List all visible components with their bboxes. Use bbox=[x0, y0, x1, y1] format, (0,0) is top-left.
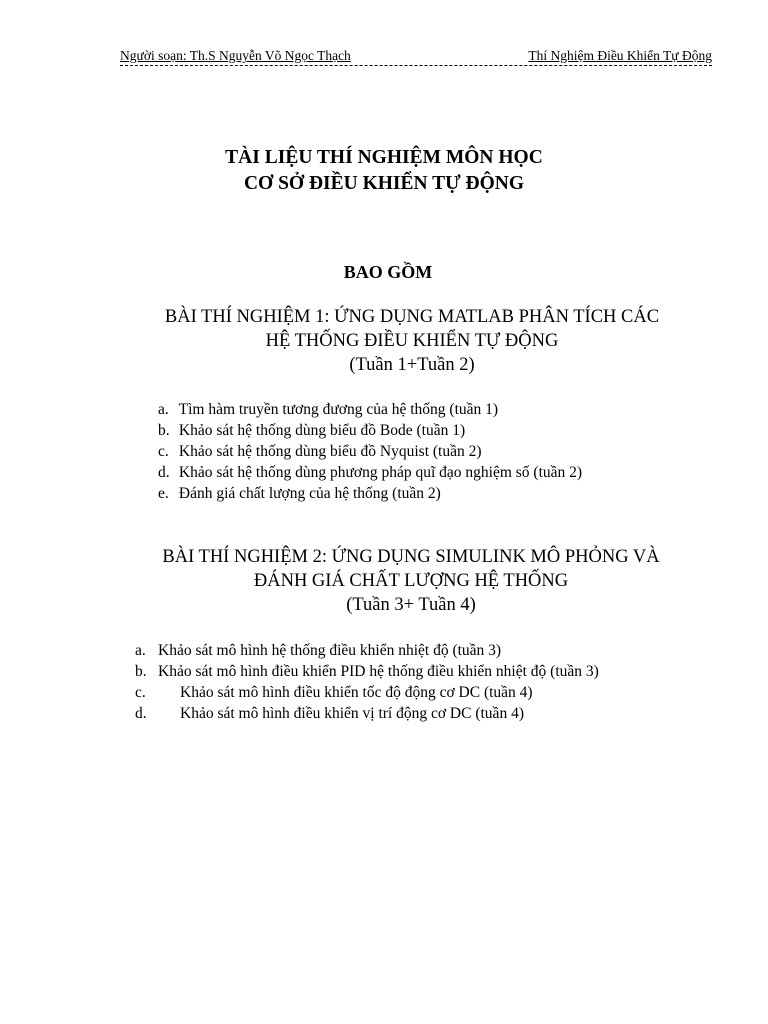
list-item-text: Khảo sát hệ thống dùng biểu đồ Nyquist (tuần 2) bbox=[178, 443, 482, 460]
experiment-1-heading-line-2: HỆ THỐNG ĐIỀU KHIỂN TỰ ĐỘNG bbox=[265, 331, 559, 351]
experiment-2-heading-line-2: ĐÁNH GIÁ CHẤT LƯỢNG HỆ THỐNG bbox=[253, 571, 569, 591]
list-marker: c. bbox=[135, 684, 146, 701]
experiment-2-heading bbox=[0, 545, 768, 617]
list-item bbox=[158, 441, 582, 462]
header-author: Người soạn: Th.S Nguyễn Võ Ngọc Thạch bbox=[120, 48, 351, 63]
list-marker: b. bbox=[158, 422, 170, 439]
list-marker: d. bbox=[158, 464, 170, 481]
list-marker: a. bbox=[158, 401, 169, 418]
list-marker: b. bbox=[135, 663, 147, 680]
list-marker: e. bbox=[158, 485, 169, 502]
list-item bbox=[135, 682, 599, 703]
list-item bbox=[135, 640, 599, 661]
list-item-text: Khảo sát mô hình điều khiển PID hệ thống điều khiển nhiệt độ (tuần 3) bbox=[158, 663, 599, 680]
list-item-text: Khảo sát mô hình điều khiển vị trí động cơ DC (tuần 4) bbox=[180, 705, 524, 722]
experiment-2-list bbox=[135, 640, 599, 724]
list-item-text: Khảo sát mô hình hệ thống điều khiển nhiệt độ (tuần 3) bbox=[158, 642, 502, 659]
list-item-text: Khảo sát mô hình điều khiển tốc độ động cơ DC (tuần 4) bbox=[180, 684, 533, 701]
experiment-2-weeks: (Tuần 3+ Tuần 4) bbox=[346, 595, 476, 615]
list-item bbox=[158, 462, 582, 483]
experiment-1-list bbox=[158, 399, 582, 504]
title-line-2: CƠ SỞ ĐIỀU KHIỂN TỰ ĐỘNG bbox=[243, 173, 525, 194]
header-subject: Thí Nghiệm Điều Khiển Tự Động bbox=[528, 48, 712, 63]
list-marker: c. bbox=[158, 443, 169, 460]
list-item bbox=[135, 661, 599, 682]
experiment-1-heading-line-1: BÀI THÍ NGHIỆM 1: ỨNG DỤNG MATLAB PHÂN TÍCH CÁC bbox=[164, 307, 660, 327]
list-item bbox=[158, 399, 582, 420]
list-item-text: Khảo sát hệ thống dùng biểu đồ Bode (tuần 1) bbox=[178, 422, 466, 439]
list-item-text: Tìm hàm truyền tương đương của hệ thống (tuần 1) bbox=[178, 401, 499, 418]
list-marker: a. bbox=[135, 642, 146, 659]
contents-heading: BAO GỒM bbox=[343, 262, 433, 282]
page-header bbox=[120, 47, 712, 66]
document-title bbox=[0, 145, 768, 197]
list-marker: d. bbox=[135, 705, 147, 722]
list-item-text: Đánh giá chất lượng của hệ thống (tuần 2) bbox=[178, 485, 441, 502]
list-item bbox=[135, 703, 599, 724]
experiment-1-heading bbox=[0, 305, 768, 377]
list-item bbox=[158, 483, 582, 504]
experiment-1-weeks: (Tuần 1+Tuần 2) bbox=[349, 355, 475, 375]
list-item bbox=[158, 420, 582, 441]
title-line-1: TÀI LIỆU THÍ NGHIỆM MÔN HỌC bbox=[225, 147, 543, 168]
experiment-2-heading-line-1: BÀI THÍ NGHIỆM 2: ỨNG DỤNG SIMULINK MÔ PHỎNG VÀ bbox=[162, 547, 660, 567]
list-item-text: Khảo sát hệ thống dùng phương pháp quĩ đạo nghiệm số (tuần 2) bbox=[178, 464, 583, 481]
